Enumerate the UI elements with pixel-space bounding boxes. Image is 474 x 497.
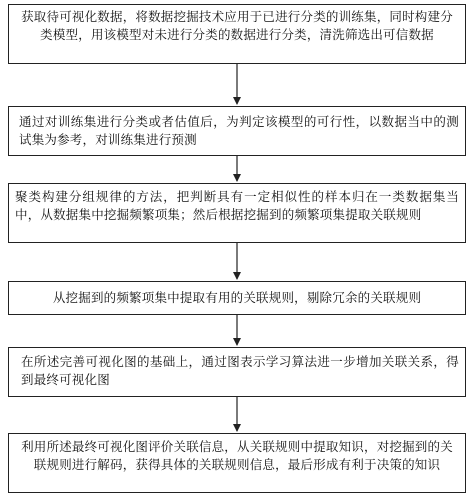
step-1-text: 获取待可视化数据，将数据挖掘技术应用于已进行分类的训练集，同时构建分类模型，用该模型对未进行分类的数据进行分类，清洗筛选出可信数据: [21, 9, 453, 42]
step-2-text: 通过对训练集进行分类或者估值后，为判定该模型的可行性，以数据当中的测试集为参考，对训练集进行预测: [19, 114, 459, 147]
step-6-text: 利用所述最终可视化图评价关联信息，从关联规则中提取知识，对挖掘到的关联规则进行解码，获得具体的关联规则信息，最后形成有利于决策的知识: [21, 439, 453, 472]
step-5-text: 在所述完善可视化图的基础上，通过图表示学习算法进一步增加关联关系，得到最终可视化图: [21, 354, 459, 387]
step-3-text: 聚类构建分组规律的方法，把判断具有一定相似性的样本归在一类数据集当中，从数据集中挖掘频繁项集；然后根据挖掘到的频繁项集提取关联规则: [15, 189, 459, 222]
step-4-text: 从挖掘到的频繁项集中提取有用的关联规则，剔除冗余的关联规则: [52, 290, 422, 305]
